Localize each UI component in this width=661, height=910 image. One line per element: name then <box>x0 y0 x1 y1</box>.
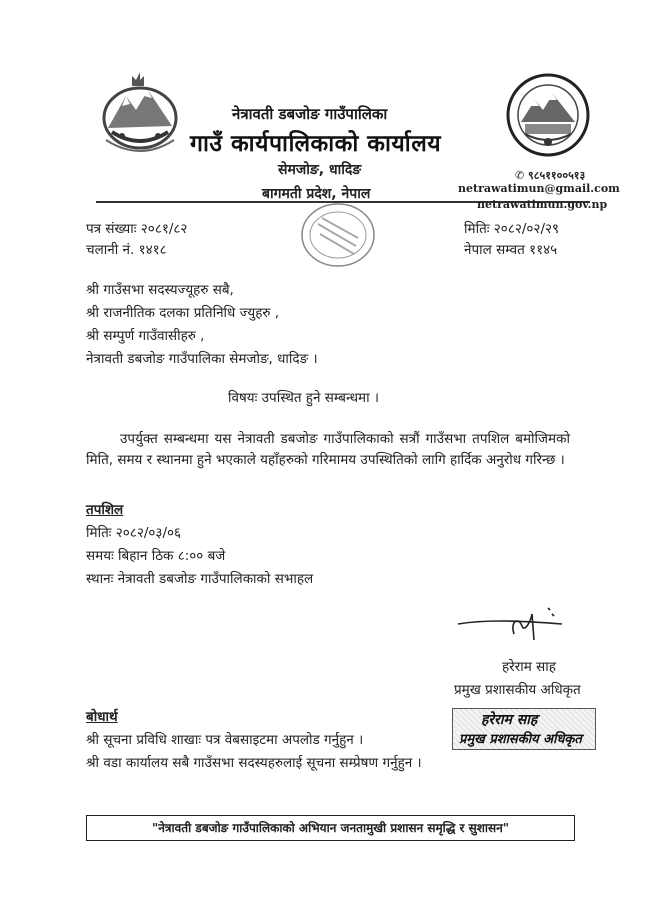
details-heading: तपशिल <box>86 502 124 518</box>
province-country: बागमती प्रदेश, नेपाल <box>262 186 371 202</box>
recipient-line: श्री राजनीतिक दलका प्रतिनिधि ज्युहरु , <box>86 305 280 321</box>
meeting-date: मितिः २०८२/०३/०६ <box>86 525 182 541</box>
office-address: सेमजोङ, धादिङ <box>278 162 362 178</box>
meeting-time: समयः बिहान ठिक ८:०० बजे <box>86 548 226 564</box>
signatory-name: हरेराम साह <box>502 659 556 675</box>
signatory-title: प्रमुख प्रशासकीय अधिकृत <box>454 682 581 698</box>
recipient-line: श्री गाउँसभा सदस्यज्यूहरु सबै, <box>86 282 234 298</box>
municipality-name: नेत्रावती डबजोङ गाउँपालिका <box>232 105 388 123</box>
letter-subject: विषयः उपस्थित हुने सम्बन्धमा । <box>228 390 380 406</box>
phone-icon: ✆ <box>515 169 529 182</box>
cc-item: श्री वडा कार्यालय सबै गाउँसभा सदस्यहरुलाई सूचना सम्प्रेषण गर्नुहुन । <box>86 755 422 771</box>
name-stamp <box>452 708 596 750</box>
government-emblem-icon <box>92 66 188 162</box>
office-title: गाउँ कार्यपालिकाको कार्यालय <box>190 131 442 157</box>
letter-body: उपर्युक्त सम्बन्धमा यस नेत्रावती डबजोङ गाउँपालिकाको सत्रौं गाउँसभा तपशिल बमोजिमको मिति, समय र स्थानमा हुने भएकाले यहाँहरुको गरिमामय उपस्थितिको लागि हार्दिक अनुरोध गरिन्छ । <box>86 431 570 468</box>
meeting-place: स्थानः नेत्रावती डबजोङ गाउँपालिकाको सभाहल <box>86 571 314 587</box>
nepal-sambat-date: नेपाल सम्वत ११४५ <box>464 242 558 258</box>
letter-date: मितिः २०८२/०२/२९ <box>464 221 560 237</box>
office-round-stamp-icon <box>298 200 378 270</box>
stamp-name: हरेराम साह <box>481 712 538 728</box>
email-address: netrawatimun@gmail.com <box>458 182 620 195</box>
recipient-line: श्री सम्पुर्ण गाउँवासीहरु , <box>86 328 205 344</box>
dispatch-number: चलानी नं. १४१८ <box>86 242 167 258</box>
phone-number: ✆ ९८५११००५१३ <box>515 169 586 182</box>
website-address: netrawatimun.gov.np <box>477 198 608 211</box>
cc-item: श्री सूचना प्रविधि शाखाः पत्र वेबसाइटमा अपलोड गर्नुहुन । <box>86 732 364 748</box>
municipality-logo-icon <box>505 72 591 158</box>
stamp-title: प्रमुख प्रशासकीय अधिकृत <box>459 732 582 747</box>
signature-icon <box>452 604 572 650</box>
footer-slogan: "नेत्रावती डबजोङ गाउँपालिकाको अभियान जनतामुखी प्रशासन समृद्धि र सुशासन" <box>86 815 575 841</box>
letter-reference-number: पत्र संख्याः २०८१/८२ <box>86 221 188 237</box>
recipient-line: नेत्रावती डबजोङ गाउँपालिका सेमजोङ, धादिङ । <box>86 351 318 367</box>
cc-heading: बोधार्थ <box>86 709 118 725</box>
